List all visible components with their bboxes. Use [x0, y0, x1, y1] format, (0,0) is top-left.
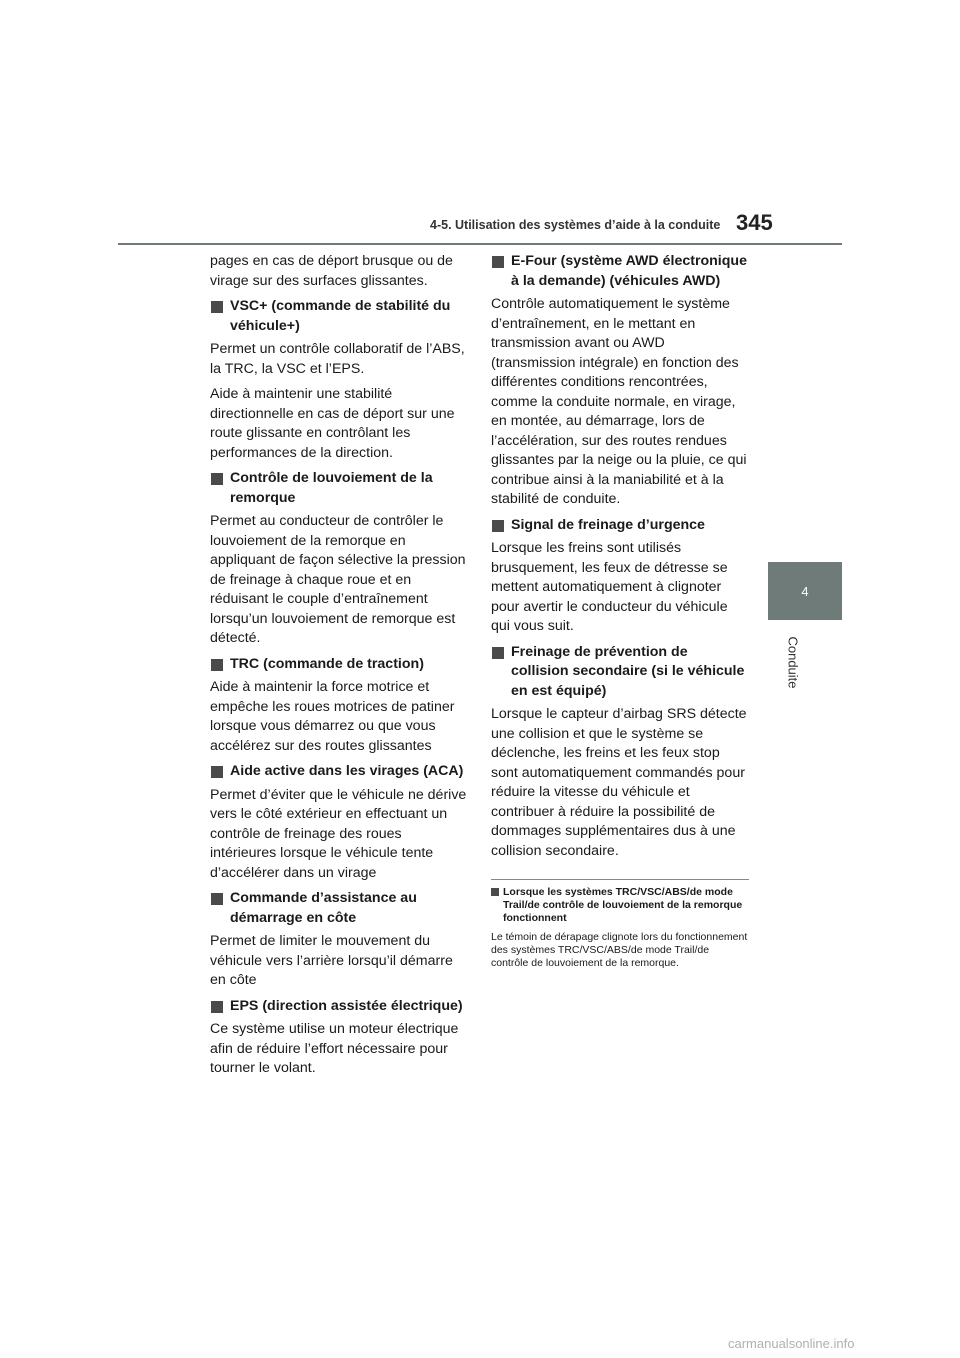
- square-bullet-icon: [211, 301, 223, 313]
- section-heading-text: EPS (direction assistée électrique): [230, 997, 463, 1014]
- section-heading: [491, 252, 749, 291]
- section-trailer-sway: [210, 469, 468, 649]
- page-number: 345: [736, 210, 773, 235]
- chapter-label: Conduite: [785, 635, 801, 689]
- body-paragraph: Ce système utilise un moteur électrique afin de réduire l’effort nécessaire pour tourner le volant.: [210, 1021, 459, 1076]
- body-paragraph: Permet d’éviter que le véhicule ne dérive vers le côté extérieur en effectuant un contrôle de freinage des roues intérieures lorsque le véhicule tente d’accélérer dans un virage: [210, 786, 467, 881]
- section-secondary-collision-brake: [491, 643, 749, 862]
- section-heading: [210, 469, 468, 508]
- square-bullet-icon: [492, 256, 504, 268]
- section-e-four: [491, 252, 749, 510]
- section-hill-start: [210, 889, 468, 991]
- section-heading-text: VSC+ (commande de stabilité du véhicule+): [230, 298, 451, 334]
- body-paragraph: Aide à maintenir la force motrice et empêche les roues motrices de patiner lorsque vous démarrez ou que vous accélérez sur des routes glissantes: [210, 679, 455, 754]
- left-column: [210, 252, 468, 1085]
- body-paragraph: Aide à maintenir une stabilité directionnelle en cas de déport sur une route glissante en contrôlant les performances de la direction.: [210, 386, 455, 461]
- note-body: Le témoin de dérapage clignote lors du fonctionnement des systèmes TRC/VSC/ABS/de mode Trail/de contrôle de louvoiement de la remorque.: [491, 931, 748, 969]
- body-paragraph: Permet un contrôle collaboratif de l’ABS, la TRC, la VSC et l’EPS.: [210, 341, 465, 377]
- section-trc: [210, 655, 468, 757]
- section-heading-text: Contrôle de louvoiement de la remorque: [230, 470, 433, 506]
- note-block: [491, 879, 749, 970]
- square-bullet-icon: [491, 888, 499, 896]
- section-heading: [210, 997, 468, 1017]
- header-divider: [118, 243, 842, 245]
- note-heading: [491, 886, 749, 925]
- chapter-tab: [768, 562, 842, 620]
- square-bullet-icon: [211, 766, 223, 778]
- square-bullet-icon: [211, 1001, 223, 1013]
- body-paragraph: Permet de limiter le mouvement du véhicule vers l’arrière lorsqu’il démarre en côte: [210, 933, 453, 988]
- note-heading-text: Lorsque les systèmes TRC/VSC/ABS/de mode Trail/de contrôle de louvoiement de la remorque fonctionnent: [503, 886, 743, 924]
- section-emergency-brake-signal: [491, 516, 749, 637]
- section-heading-text: Commande d’assistance au démarrage en côte: [230, 890, 417, 926]
- section-title: 4-5. Utilisation des systèmes d’aide à la conduite: [430, 218, 721, 232]
- chapter-label-container: [778, 632, 808, 692]
- square-bullet-icon: [492, 647, 504, 659]
- section-heading-text: Freinage de prévention de collision secondaire (si le véhicule en est équipé): [511, 643, 745, 699]
- section-eps: [210, 997, 468, 1079]
- chapter-number: 4: [801, 583, 809, 599]
- square-bullet-icon: [211, 473, 223, 485]
- right-column: [491, 252, 749, 970]
- square-bullet-icon: [211, 893, 223, 905]
- square-bullet-icon: [492, 520, 504, 532]
- section-vsc: [210, 297, 468, 463]
- section-heading: [210, 655, 468, 675]
- section-heading: [210, 762, 468, 782]
- watermark: carmanualsonline.info: [728, 1336, 855, 1351]
- section-heading: [491, 516, 749, 536]
- body-paragraph: Lorsque les freins sont utilisés brusquement, les feux de détresse se mettent automatiquement à clignoter pour avertir le conducteur du véhicule qui vous suit.: [491, 540, 728, 634]
- body-paragraph: Permet au conducteur de contrôler le louvoiement de la remorque en appliquant de façon sélective la pression de freinage à chaque roue et en réduisant le couple d’entraînement lorsqu’un louvoiement de remorque est détecté.: [210, 513, 466, 646]
- section-heading: [210, 297, 468, 336]
- section-heading-text: E-Four (système AWD électronique à la demande) (véhicules AWD): [511, 253, 747, 289]
- body-paragraph: Lorsque le capteur d’airbag SRS détecte une collision et que le système se déclenche, les freins et les feux stop sont automatiquement commandés pour réduire la vitesse du véhicule et contribuer à réduire la possibilité de dommages supplémentaires dus à une collision secondaire.: [491, 706, 747, 859]
- section-heading-text: TRC (commande de traction): [230, 655, 424, 672]
- intro-paragraph: pages en cas de déport brusque ou de virage sur des surfaces glissantes.: [210, 253, 453, 289]
- note-divider: [491, 879, 749, 880]
- section-heading: [210, 889, 468, 928]
- section-heading-text: Aide active dans les virages (ACA): [230, 763, 464, 779]
- body-paragraph: Contrôle automatiquement le système d’entraînement, en le mettant en transmission avant ou AWD (transmission intégrale) en fonction des différentes conditions rencontrées, comme la conduite normale, en virage, en montée, au démarrage, lors de l’accélération, sur des routes rendues glissantes par la neige ou la pluie, ce qui contribue ainsi à la maniabilité et à la stabilité de conduite.: [491, 296, 747, 507]
- section-heading: [491, 643, 749, 702]
- square-bullet-icon: [211, 659, 223, 671]
- section-aca: [210, 762, 468, 883]
- section-heading-text: Signal de freinage d’urgence: [511, 516, 705, 533]
